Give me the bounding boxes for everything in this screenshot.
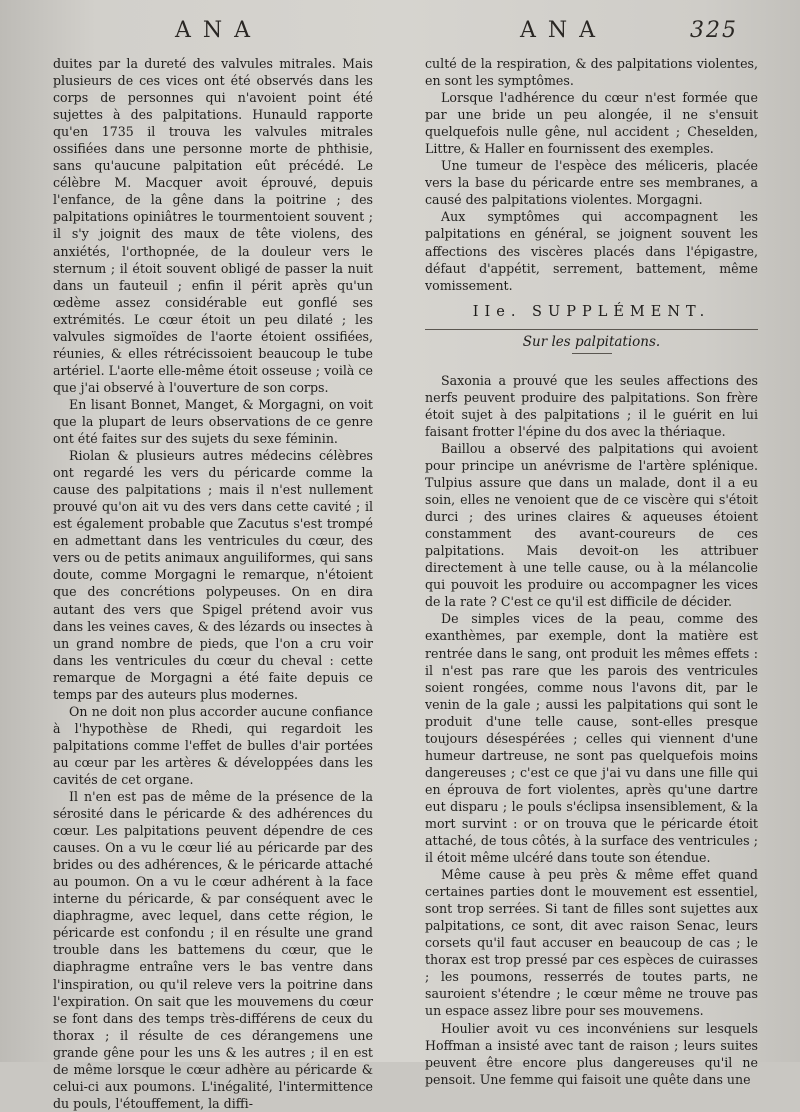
paragraph: Même cause à peu près & même effet quand certaines parties dont le mouvement est essentiel, sont trop serrées. Si tant de filles sont sujettes aux palpitations, ce sont, dit avec raison Senac, leurs corsets qu'il faut accuser en beaucoup de cas ; le thorax est trop pressé par ces espèces de cuirasses ; les poumons, resserrés de toutes parts, ne sauroient s'étendre ; le cœur même ne trouve pas un espace assez libre pour ses mouvemens. bbox=[425, 867, 758, 1019]
subheading-text: Sur les palpitations. bbox=[522, 333, 661, 350]
paragraph: Il n'en est pas de même de la présence de la sérosité dans le péricarde & des adhérences du cœur. Les palpitations peuvent dépendre de ces causes. On a vu le cœur lié au péricarde par des brides ou des adhérences, & le péricarde attaché au poumon. On a vu le cœur adhérent à la face interne du péricarde, & par conséquent avec le diaphragme, avec lequel, dans cette région, le péricarde est confondu ; il en résulte une grand trouble dans les battemens du cœur, que le diaphragme entraîne vers le bas ventre dans l'inspiration, ou qu'il releve vers la poitrine dans l'expiration. On sait que les mouvemens du cœur se font dans des temps très-différens de ceux du thorax ; il résulte de ces dérangemens une grande gêne pour les uns & les autres ; il en est de même lorsque le cœur adhère au péricarde & celui-ci aux poumons. L'inégalité, l'intermittence du pouls, l'étouffement, la diffi- bbox=[53, 789, 373, 1111]
paragraph: Une tumeur de l'espèce des méliceris, placée vers la base du péricarde entre ses membranes, a causé des palpitations violentes. Morgagni. bbox=[425, 158, 758, 208]
paragraph: Houlier avoit vu ces inconvéniens sur lesquels Hoffman a insisté avec tant de raison ; leurs suites peuvent être encore plus dangereuses qu'il ne pensoit. Une femme qui faisoit une quête dans une bbox=[425, 1020, 758, 1087]
right-column bbox=[425, 55, 758, 1088]
paragraph: culté de la respiration, & des palpitations violentes, en sont les symptômes. bbox=[425, 56, 758, 89]
paragraph: De simples vices de la peau, comme des exanthèmes, par exemple, dont la matière est rentrée dans le sang, ont produit les mêmes effets : il n'est pas rare que les parois des ventricules soient rongées, comme nous l'avons dit, par le venin de la gale ; aussi les palpitations qui sont le produit d'une telle cause, sont-elles presque toujours désespérées ; celles qui viennent d'une humeur dartreuse, ne sont pas quelquefois moins dangereuses ; c'est ce que j'ai vu dans une fille qui en éprouva de fort violentes, après qu'une dartre eut disparu ; le pouls s'éclipsa insensiblement, & la mort survint : or on trouva que le péricarde étoit attaché, de tous côtés, à la surface des ventricules ; il étoit même ulcéré dans toute son étendue. bbox=[425, 611, 758, 866]
subheading-rule bbox=[572, 353, 612, 354]
heading-rule bbox=[425, 329, 758, 330]
section-subheading bbox=[425, 334, 758, 354]
paragraph: Saxonia a prouvé que les seules affections des nerfs peuvent produire des palpitations. Son frère étoit sujet à des palpitations ; il le guérit en lui faisant frotter l'épine du dos avec la thériaque. bbox=[425, 372, 758, 439]
paragraph: En lisant Bonnet, Manget, & Morgagni, on voit que la plupart de leurs observations de ce genre ont été faites sur des sujets du sexe féminin. bbox=[53, 396, 373, 447]
running-head-right: ANA bbox=[520, 18, 608, 43]
paragraph: Aux symptômes qui accompagnent les palpitations en général, se joignent souvent les affections des viscères placés dans l'épigastre, défaut d'appétit, serrement, battement, même vomissement. bbox=[425, 209, 758, 293]
paragraph: duites par la dureté des valvules mitrales. Mais plusieurs de ces vices ont été observés dans les corps de personnes qui n'avoient point été sujettes à des palpitations. Hunauld rapporte qu'en 1735 il trouva les valvules mitrales ossifiées dans une personne morte de phthisie, sans qu'aucune palpitation eût précédé. Le célèbre M. Macquer avoit éprouvé, depuis l'enfance, de la gêne dans la poitrine ; des palpitations opiniâtres le tourmentoient souvent ; il s'y joignit des maux de tête violens, des anxiétés, l'orthopnée, de la douleur vers le sternum ; il étoit souvent obligé de passer la nuit dans un fauteuil ; enfin il périt après qu'un œdème assez considérable eut gonflé ses extrémités. Le cœur étoit un peu dilaté ; les valvules sigmoïdes de l'aorte étoient ossifiées, réunies, & elles rétrécissoient beaucoup le tube artériel. L'aorte elle-même étoit osseuse ; voilà ce que j'ai observé à l'ouverture de son corps. bbox=[53, 56, 373, 395]
left-column bbox=[53, 55, 373, 1112]
paragraph: On ne doit non plus accorder aucune confiance à l'hypothèse de Rhedi, qui regardoit les palpitations comme l'effet de bulles d'air portées au cœur par les artères & développées dans les cavités de cet organe. bbox=[53, 703, 373, 787]
page-number: 325 bbox=[690, 18, 738, 43]
supplement-heading: IIe. SUPPLÉMENT. bbox=[472, 303, 711, 320]
paragraph: Lorsque l'adhérence du cœur n'est formée que par une bride un peu alongée, il ne s'ensuit quelquefois nulle gêne, nul accident ; Cheselden, Littre, & Haller en fournissent des exemples. bbox=[425, 90, 758, 157]
paragraph: Baillou a observé des palpitations qui avoient pour principe un anévrisme de l'artère splénique. Tulpius assure que dans un malade, dont il a eu soin, elles ne venoient que de ce viscère qui s'étoit durci ; des urines claires & aqueuses étoient constamment des avant-coureurs de ces palpitations. Mais devoit-on les attribuer directement à une telle cause, ou à la mélancolie qui pouvoit les produire ou accompagner les vices de la rate ? C'est ce qu'il est difficile de décider. bbox=[425, 440, 758, 610]
running-head-left: ANA bbox=[175, 18, 263, 43]
paragraph: Riolan & plusieurs autres médecins célèbres ont regardé les vers du péricarde comme la cause des palpitations ; mais il n'est nullement prouvé qu'on ait vu des vers dans cette cavité ; il est également probable que Zacutus s'est trompé en admettant dans les ventricules du cœur, des vers ou de petits animaux anguiliformes, qui sans doute, comme Morgagni le remarque, n'étoient que des concrétions polypeuses. On en dira autant des vers que Spigel prétend avoir vus dans les veines caves, & des lézards ou insectes à un grand nombre de pieds, que l'on a cru voir dans les ventricules du cœur du cheval : cette remarque de Morgagni a été faite depuis ce temps par des auteurs plus modernes. bbox=[53, 448, 373, 702]
